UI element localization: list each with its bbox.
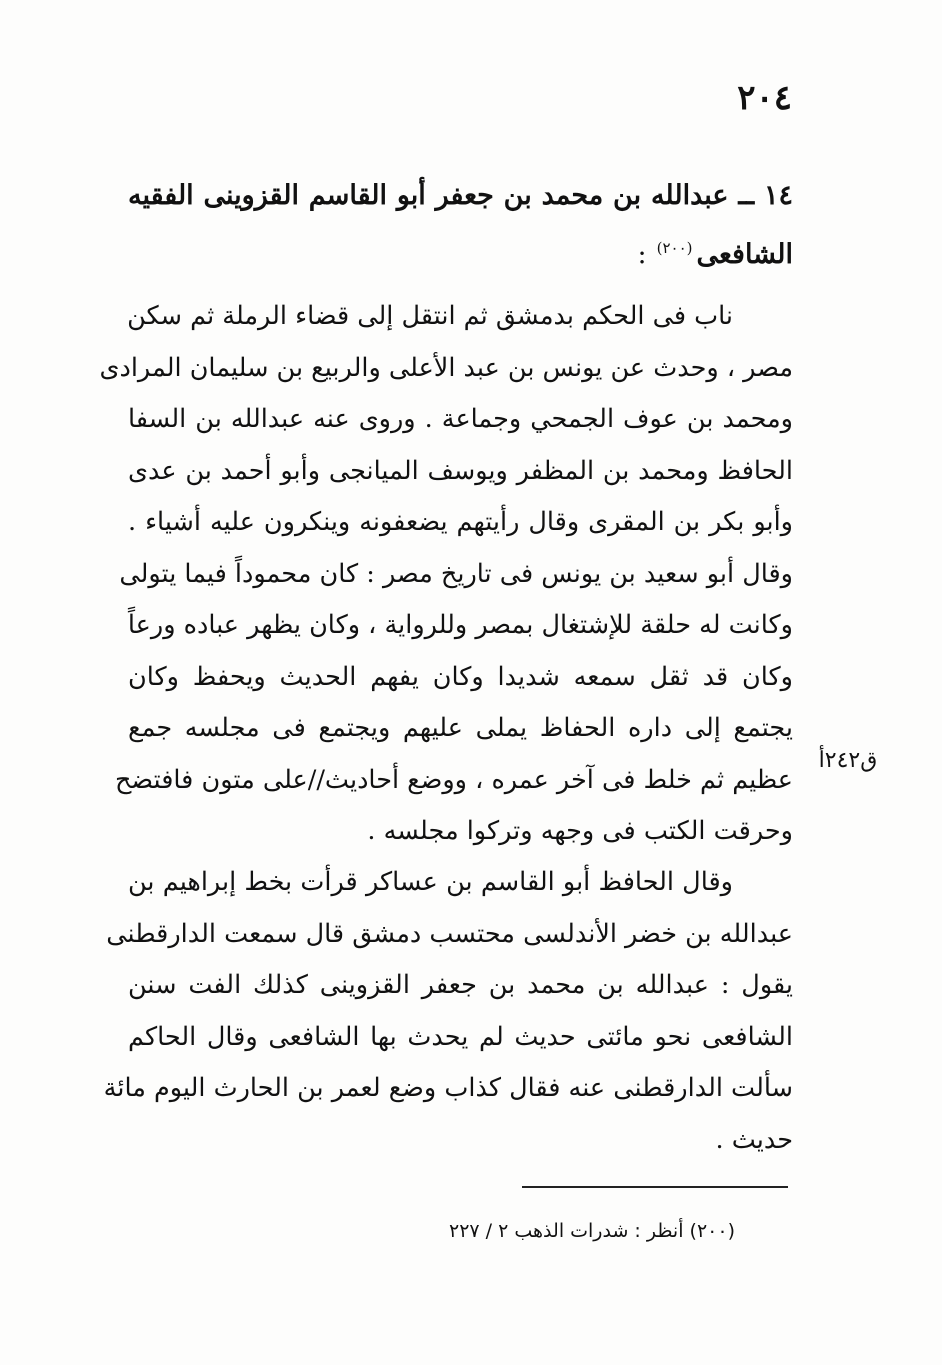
text-line: وقال الحافظ أبو القاسم بن عساكر قرأت بخط إبراهيم بن [128,867,733,897]
ibn-asakir-paragraph [103,857,794,1166]
manuscript-folio-note: ق٢٤٢أ [818,748,878,773]
text-line: عبدالله بن خضر الأندلسى محتسب دمشق قال سمعت الدارقطنى [106,918,793,949]
page-number: ٢٠٤ [737,78,792,118]
text-line: وحرقت الكتب فى وجهه وتركوا مجلسه . [367,816,793,846]
entry-title: ١٤ ــ عبدالله بن محمد بن جعفر أبو القاسم القزوينى الفقيه الشافعى [128,180,793,270]
entry-title-block [128,170,793,281]
footnote: (٢٠٠) أنظر : شدرات الذهب ٢ / ٢٢٧ [449,1220,735,1242]
footnote-reference: (٢٠٠) [656,239,693,257]
text-line: وكانت له حلقة للإشتغال بمصر وللرواية ، وكان يظهر عباده ورعاً [127,610,793,640]
text-line: الشافعى نحو مائتى حديث لم يحدث بها الشافعى وقال الحاكم [128,1021,793,1052]
text-line: وكان قد ثقل سمعه شديدا وكان يفهم الحديث ويحفظ وكان [128,661,793,692]
text-line: وقال أبو سعيد بن يونس فى تاريخ مصر : كان محموداً فيما يتولى [119,558,793,589]
text-line: يقول : عبدالله بن محمد بن جعفر القزوينى كذلك الفت سنن [128,970,794,1000]
text-line: ومحمد بن عوف الجمحي وجماعة . وروى عنه عبدالله بن السفا [128,404,793,434]
title-colon: : [637,239,647,270]
text-line: عظيم ثم خلط فى آخر عمره ، ووضع أحاديث//على متون فافتضح [114,764,793,795]
text-line: حديث . [715,1124,793,1155]
biography-paragraph [99,291,793,858]
footnote-separator [522,1186,788,1188]
text-line: يجتمع إلى داره الحفاظ يملى عليهم ويجتمع فى مجلسه جمع [128,713,793,743]
text-line: وأبو بكر بن المقرى وقال رأيتهم يضعفونه وينكرون عليه أشياء . [128,507,793,537]
text-line: سألت الدارقطنى عنه فقال كذاب وضع لعمر بن الحارث اليوم مائة [103,1073,793,1103]
text-line: الحافظ ومحمد بن المظفر ويوسف الميانجى وأبو أحمد بن عدى [128,455,793,486]
text-line: مصر ، وحدث عن يونس بن عبد الأعلى والربيع بن سليمان المرادى [99,352,793,383]
text-line: ناب فى الحكم بدمشق ثم انتقل إلى قضاء الرملة ثم سكن [127,301,733,331]
